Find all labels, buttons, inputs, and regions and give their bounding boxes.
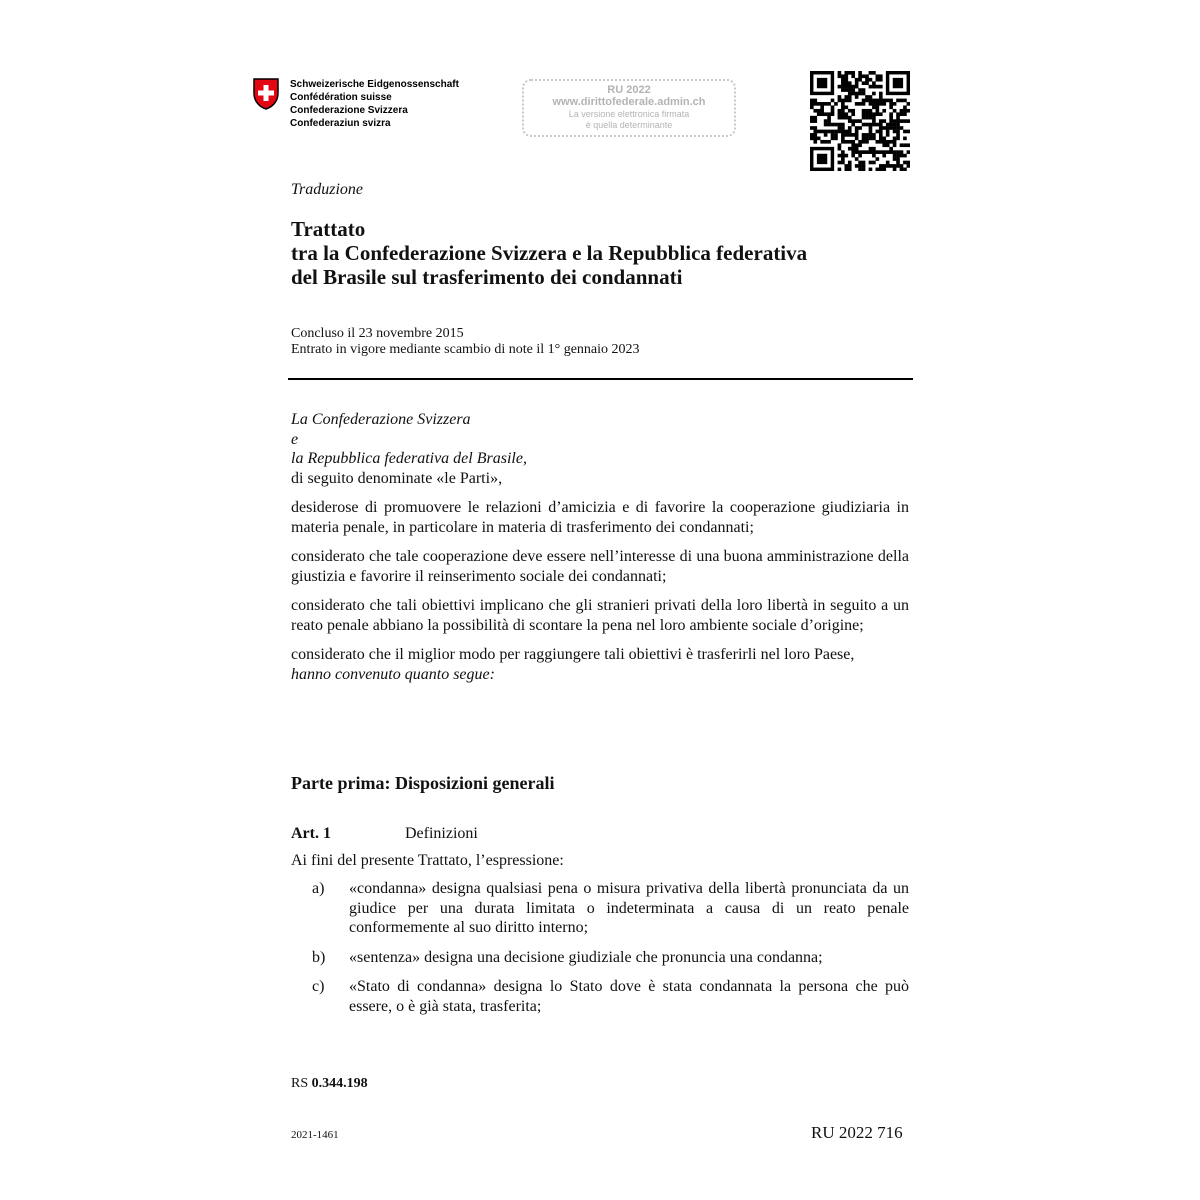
part-heading: Parte prima: Disposizioni generali (291, 773, 555, 793)
item-label: b) (312, 948, 326, 966)
confederation-name-fr: Confédération suisse (290, 92, 392, 103)
title-line-3: del Brasile sul trasferimento dei condannati (291, 265, 683, 289)
treaty-dates (291, 326, 640, 358)
conjunction: e (291, 430, 299, 448)
confederation-name-rm: Confederaziun svizra (290, 118, 391, 129)
article-number: Art. 1 (291, 825, 331, 842)
stamp-note-1: La versione elettronica firmata (568, 109, 690, 119)
agreement-clause: hanno convenuto quanto segue: (291, 665, 495, 683)
recital: considerato che tale cooperazione deve essere nell’interesse di una buona amministrazione della giustizia e favorire il reinserimento sociale dei condannati; (291, 548, 909, 585)
entry-into-force: Entrato in vigore mediante scambio di note il 1° gennaio 2023 (291, 342, 640, 357)
party-2: la Repubblica federativa del Brasile, (291, 450, 527, 467)
title-line-1: Trattato (291, 217, 366, 241)
list-item (291, 977, 909, 1016)
confederation-name-de: Schweizerische Eidgenossenschaft (290, 79, 459, 90)
rs-reference (291, 1076, 368, 1092)
qr-code-icon (810, 71, 910, 171)
article-title: Definizioni (405, 825, 478, 842)
rs-prefix: RS (291, 1076, 309, 1091)
stamp-url[interactable]: www.dirittofederale.admin.ch (552, 96, 706, 108)
recital: desiderose di promuovere le relazioni d’amicizia e di favorire la cooperazione giudiziaria in materia penale, in particolare in materia di trasferimento dei condannati; (291, 499, 909, 536)
concluded-date: Concluso il 23 novembre 2015 (291, 326, 464, 341)
article-intro: Ai fini del presente Trattato, l’espressione: (291, 852, 564, 869)
divider (288, 378, 913, 380)
definitions-list (291, 879, 909, 1026)
item-label: c) (312, 978, 325, 995)
item-text: «sentenza» designa una decisione giudiziale che pronuncia una condanna; (349, 948, 823, 966)
denomination: di seguito denominate «le Parti», (291, 469, 503, 487)
stamp-ru: RU 2022 (607, 84, 651, 96)
article-heading (291, 824, 478, 844)
recital: considerato che il miglior modo per raggiungere tali obiettivi è trasferirli nel loro Paese, (291, 646, 855, 663)
item-text: «condanna» designa qualsiasi pena o misura privativa della libertà pronunciata da un giudice per una durata limitata o indeterminata a causa di un reato penale conformemente al suo diritto interno; (349, 880, 909, 936)
confederation-names (290, 78, 459, 130)
rs-number: 0.344.198 (311, 1076, 368, 1091)
list-item (291, 879, 909, 938)
item-text: «Stato di condanna» designa lo Stato dove è stata condannata la persona che può essere, o è già stata, trasferita; (349, 978, 909, 1015)
item-label: a) (312, 880, 325, 897)
translation-label: Traduzione (291, 181, 364, 198)
preamble (291, 410, 909, 684)
party-1: La Confederazione Svizzera (291, 411, 471, 428)
confederation-name-it: Confederazione Svizzera (290, 105, 408, 116)
document-number: 2021-1461 (291, 1129, 339, 1141)
treaty-title (291, 217, 807, 289)
ru-reference: RU 2022 716 (811, 1123, 903, 1142)
list-item (291, 948, 909, 968)
stamp-note-2: è quella determinante (585, 120, 673, 130)
title-line-2: tra la Confederazione Svizzera e la Repubblica federativa (291, 241, 808, 265)
recital: considerato che tali obiettivi implicano che gli stranieri privati della loro libertà in seguito a un reato penale abbiano la possibilità di scontare la pena nel loro ambiente sociale d’origine; (291, 597, 909, 634)
swiss-crest-icon (252, 78, 280, 110)
electronic-version-stamp (522, 79, 736, 137)
